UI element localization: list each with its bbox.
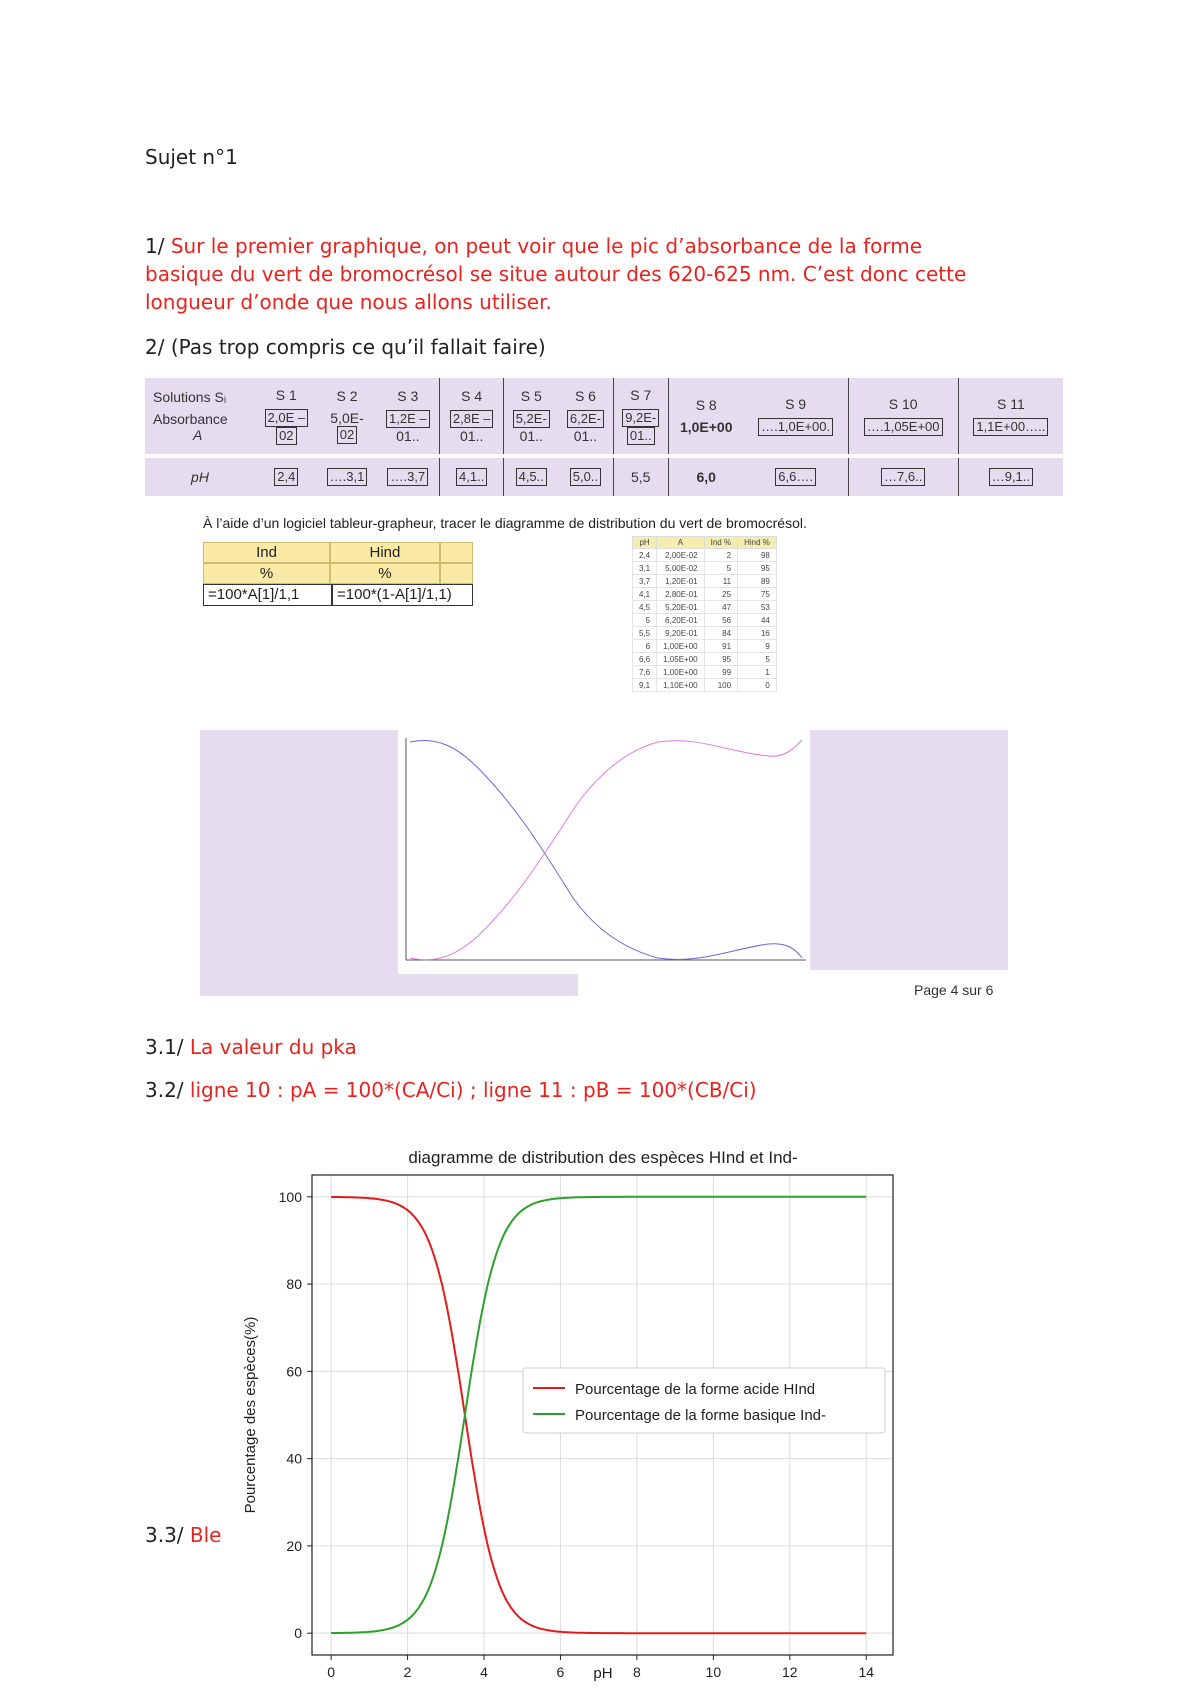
table-cell: 1 (738, 666, 777, 679)
table-cell-s8 (668, 378, 743, 454)
abs-value: 1,2E – (386, 410, 430, 428)
q33-text: Ble (189, 1523, 222, 1547)
q1-text-1: Sur le premier graphique, on peut voir que le pic d’absorbance de la forme (170, 234, 923, 258)
abs-value: 1,0E+00 (679, 419, 733, 435)
table-cell: 1,00E+00 (657, 666, 704, 679)
sol-name: S 9 (785, 396, 807, 412)
table-row (633, 627, 777, 640)
legend-label-base: Pourcentage de la forme basique Ind- (575, 1407, 826, 1424)
col-solutions-label: Solutions Sᵢ (153, 389, 227, 405)
table-cell: 2,4 (633, 549, 657, 562)
abs-value: 2,0E – (265, 409, 309, 427)
ph-cell (376, 458, 439, 496)
y-tick-label: 100 (278, 1188, 302, 1205)
x-tick-label: 6 (556, 1664, 565, 1680)
abs-value: ….1,05E+00 (864, 418, 943, 436)
table-cell: 100 (704, 679, 737, 692)
table-cell: 4,5 (633, 601, 657, 614)
q31-text: La valeur du pka (189, 1035, 357, 1059)
table-cell: 3,7 (633, 575, 657, 588)
table-cell: 3,1 (633, 562, 657, 575)
ph-value: …9,1.. (989, 468, 1033, 486)
ph-cell (613, 458, 668, 496)
table-cell: 5 (738, 653, 777, 666)
q2-line (145, 333, 546, 361)
table-cell: 2,00E-02 (657, 549, 704, 562)
q31-line (145, 1033, 357, 1061)
table-row (633, 601, 777, 614)
mini-header-3: Hind % (738, 537, 777, 549)
table-cell-s4 (440, 378, 504, 454)
abs-exp: 02 (337, 426, 357, 444)
ph-cell (958, 458, 1063, 496)
table-cell: 5 (704, 562, 737, 575)
col-a-label: A (193, 427, 203, 443)
table-cell: 9 (738, 640, 777, 653)
abs-exp: 01.. (396, 428, 420, 444)
table-cell-s3 (376, 378, 439, 454)
table-cell-s2 (318, 378, 377, 454)
y-axis-label: Pourcentage des espèces(%) (242, 1316, 259, 1514)
scanned-distribution-plot (398, 728, 810, 974)
abs-exp: 01.. (627, 427, 655, 445)
mini-spreadsheet (632, 536, 777, 692)
ph-cell (668, 458, 743, 496)
absorbance-table (145, 378, 1063, 496)
table-cell: 95 (738, 562, 777, 575)
q31-label: 3.1/ (145, 1035, 184, 1059)
q32-line (145, 1076, 757, 1104)
sol-name: S 7 (630, 387, 652, 403)
table-cell: 1,00E+00 (657, 640, 704, 653)
q32-label: 3.2/ (145, 1078, 184, 1102)
mini-header-2: Ind % (704, 537, 737, 549)
abs-value: 1,1E+00….. (973, 418, 1048, 436)
table-cell: 1,10E+00 (657, 679, 704, 692)
table-cell: 99 (704, 666, 737, 679)
formula-h2-unit: % (330, 563, 440, 584)
abs-exp: 01.. (519, 428, 543, 444)
table-row (633, 666, 777, 679)
ph-cell (440, 458, 504, 496)
abs-value: 2,8E – (450, 410, 494, 428)
table-cell: 1,20E-01 (657, 575, 704, 588)
sol-name: S 2 (336, 388, 358, 404)
ph-cell (744, 458, 849, 496)
x-axis-label: pH (593, 1665, 613, 1682)
q1-text-2: basique du vert de bromocrésol se situe autour des 620-625 nm. C’est donc cette (145, 262, 967, 286)
table-cell: 0 (738, 679, 777, 692)
distribution-chart (230, 1140, 910, 1685)
table-cell: 53 (738, 601, 777, 614)
table-cell: 5,5 (633, 627, 657, 640)
q33-line (145, 1521, 222, 1549)
x-tick-label: 2 (403, 1664, 412, 1680)
table-row (633, 614, 777, 627)
table-cell: 1,05E+00 (657, 653, 704, 666)
ph-value: 4,5.. (516, 468, 547, 486)
abs-value: 9,2E- (622, 409, 659, 427)
ph-value: 4,1.. (456, 468, 487, 486)
q2-text: (Pas trop compris ce qu’il fallait faire) (170, 335, 546, 359)
table-cell: 9,20E-01 (657, 627, 704, 640)
sol-name: S 10 (888, 396, 918, 412)
formula-snippet (203, 542, 473, 606)
x-tick-label: 4 (480, 1664, 488, 1680)
abs-value: ….1,0E+00. (758, 418, 833, 436)
table-cell: 6,6 (633, 653, 657, 666)
formula-hind: =100*(1-A[1]/1,1) (332, 584, 473, 606)
table-cell: 5,20E-01 (657, 601, 704, 614)
sol-name: S 8 (695, 397, 717, 413)
ph-value: 2,4 (274, 468, 298, 486)
table-cell: 7,6 (633, 666, 657, 679)
table-cell-s11 (958, 378, 1063, 454)
formula-h2: Hind (330, 542, 440, 563)
table-cell: 5 (633, 614, 657, 627)
ph-cell (255, 458, 318, 496)
mini-header-0: pH (633, 537, 657, 549)
ph-value: 6,6…. (775, 468, 816, 486)
legend (523, 1368, 885, 1433)
table-cell: 4,1 (633, 588, 657, 601)
table-cell-s1 (255, 378, 318, 454)
table-cell: 2,80E-01 (657, 588, 704, 601)
x-tick-label: 12 (782, 1664, 798, 1680)
ph-cell (558, 458, 613, 496)
sol-name: S 11 (996, 396, 1025, 412)
sol-name: S 1 (275, 387, 297, 403)
table-cell: 25 (704, 588, 737, 601)
sol-name: S 6 (574, 388, 596, 404)
ph-value: ….3,1 (327, 468, 368, 486)
table-cell: 9,1 (633, 679, 657, 692)
table-cell: 56 (704, 614, 737, 627)
table-row (633, 562, 777, 575)
table-cell-s7 (613, 378, 668, 454)
q32-text: ligne 10 : pA = 100*(CA/Ci) ; ligne 11 : pB = 100*(CB/Ci) (189, 1078, 757, 1102)
table-cell: 47 (704, 601, 737, 614)
table-cell: 11 (704, 575, 737, 588)
table-header-cell (145, 378, 255, 454)
table-cell-s6 (558, 378, 613, 454)
table-row (633, 640, 777, 653)
page-footer: Page 4 sur 6 (914, 982, 994, 998)
table-row (633, 588, 777, 601)
x-tick-label: 14 (858, 1664, 875, 1680)
table-cell: 5,00E-02 (657, 562, 704, 575)
ph-cell (504, 458, 559, 496)
y-tick-label: 0 (294, 1625, 302, 1642)
ph-value: ….3,7 (387, 468, 428, 486)
table-row (633, 653, 777, 666)
abs-value: 5,0E- (330, 410, 364, 426)
ph-label-cell: pH (145, 458, 255, 496)
q1-label: 1/ (145, 234, 165, 258)
abs-value: 6,2E- (567, 410, 604, 428)
q2-label: 2/ (145, 335, 165, 359)
table-cell: 6,20E-01 (657, 614, 704, 627)
abs-exp: 02 (276, 427, 296, 445)
sol-name: S 4 (461, 388, 483, 404)
table-row (633, 679, 777, 692)
table-cell-s10 (848, 378, 958, 454)
table-cell: 89 (738, 575, 777, 588)
y-tick-label: 60 (286, 1363, 302, 1380)
table-cell-s9 (744, 378, 849, 454)
table-cell-s5 (504, 378, 559, 454)
ph-value: 5,5 (631, 469, 651, 485)
ph-value: …7,6.. (881, 468, 925, 486)
x-tick-label: 8 (633, 1664, 641, 1680)
legend-label-acid: Pourcentage de la forme acide HInd (575, 1381, 816, 1398)
y-tick-label: 20 (286, 1537, 302, 1554)
q1-line1 (145, 232, 922, 260)
sol-name: S 5 (520, 388, 542, 404)
ph-value: 6,0 (696, 469, 716, 485)
abs-exp: 01.. (459, 428, 484, 444)
abs-exp: 01.. (573, 428, 598, 444)
table-cell: 91 (704, 640, 737, 653)
formula-h1: Ind (203, 542, 330, 563)
table-cell: 2 (704, 549, 737, 562)
x-tick-label: 0 (327, 1664, 336, 1680)
table-cell: 75 (738, 588, 777, 601)
table-cell: 84 (704, 627, 737, 640)
y-tick-label: 40 (286, 1450, 302, 1467)
table-row (633, 549, 777, 562)
table-cell: 44 (738, 614, 777, 627)
table-cell: 95 (704, 653, 737, 666)
table-cell: 16 (738, 627, 777, 640)
y-tick-label: 80 (286, 1276, 302, 1293)
abs-value: 5,2E- (513, 410, 550, 428)
formula-h1-unit: % (203, 563, 330, 584)
q33-label: 3.3/ (145, 1523, 184, 1547)
ph-value: 5,0.. (570, 468, 601, 486)
ph-cell (848, 458, 958, 496)
sol-name: S 3 (397, 388, 419, 404)
ph-cell (318, 458, 377, 496)
mini-header-1: A (657, 537, 704, 549)
x-tick-label: 10 (705, 1664, 722, 1680)
subject-title: Sujet n°1 (145, 145, 238, 169)
q1-text-3: longueur d’onde que nous allons utiliser. (145, 290, 552, 314)
col-absorbance-label: Absorbance (153, 411, 228, 427)
scan-plot-bg (398, 728, 810, 974)
table-cell: 98 (738, 549, 777, 562)
table-row (633, 575, 777, 588)
chart-title: diagramme de distribution des espèces HInd et Ind- (408, 1148, 798, 1167)
table-cell: 6 (633, 640, 657, 653)
instruction-text: À l’aide d’un logiciel tableur-grapheur, tracer le diagramme de distribution du vert de bromocrésol. (203, 515, 807, 531)
formula-ind: =100*A[1]/1,1 (203, 584, 332, 606)
